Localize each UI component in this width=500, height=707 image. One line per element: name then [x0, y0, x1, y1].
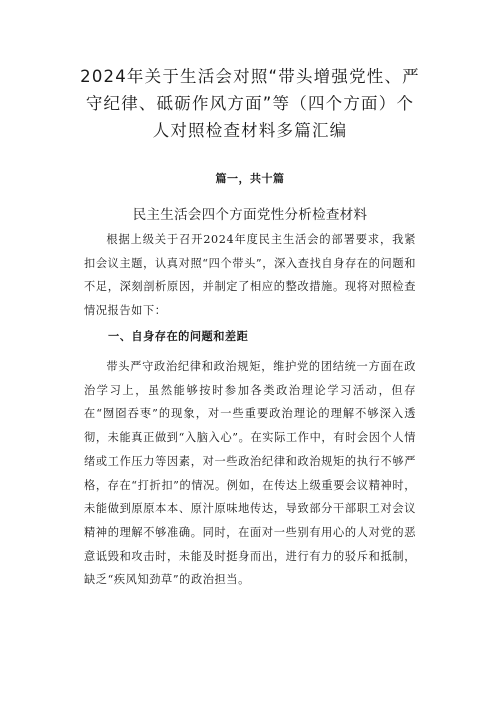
title-line-1: 2024年关于生活会对照“带头增强党性、严: [80, 67, 420, 86]
intro-paragraph: 根据上级关于召开2024年度民主生活会的部署要求，我紧扣会议主题，认真对照“四个带头”，深入查找自身存在的问题和不足，深刻剖析原因，并制定了相应的整改措施。现将对照检查情况报告如下：: [84, 233, 416, 318]
title-line-3: 人对照检查材料多篇汇编: [152, 121, 348, 140]
document-title: [60, 63, 440, 144]
title-line-2: 守纪律、砥砺作风方面”等（四个方面）个: [85, 94, 415, 113]
section-subtitle: 篇一，共十篇: [215, 172, 285, 185]
body-paragraph: 带头严守政治纪律和政治规矩，维护党的团结统一方面在政治学习上，虽然能够按时参加各类政治理论学习活动，但存在“囫囵吞枣”的现象，对一些重要政治理论的理解不够深入透彻，未能真正做到“入脑入心”。在实际工作中，有时会因个人情绪或工作压力等因素，对一些政治纪律和政治规矩的执行不够严格，存在“打折扣”的情况。例如，在传达上级重要会议精神时，未能做到原原本本、原汁原味地传达，导致部分干部职工对会议精神的理解不够准确。同时，在面对一些别有用心的人对党的恶意诋毁和攻击时，未能及时挺身而出，进行有力的驳斥和抵制，缺乏“疾风知劲草”的政治担当。: [84, 360, 416, 587]
article-heading: 民主生活会四个方面党性分析检查材料: [132, 207, 368, 223]
section-heading: 一、自身存在的问题和差距: [108, 329, 249, 343]
